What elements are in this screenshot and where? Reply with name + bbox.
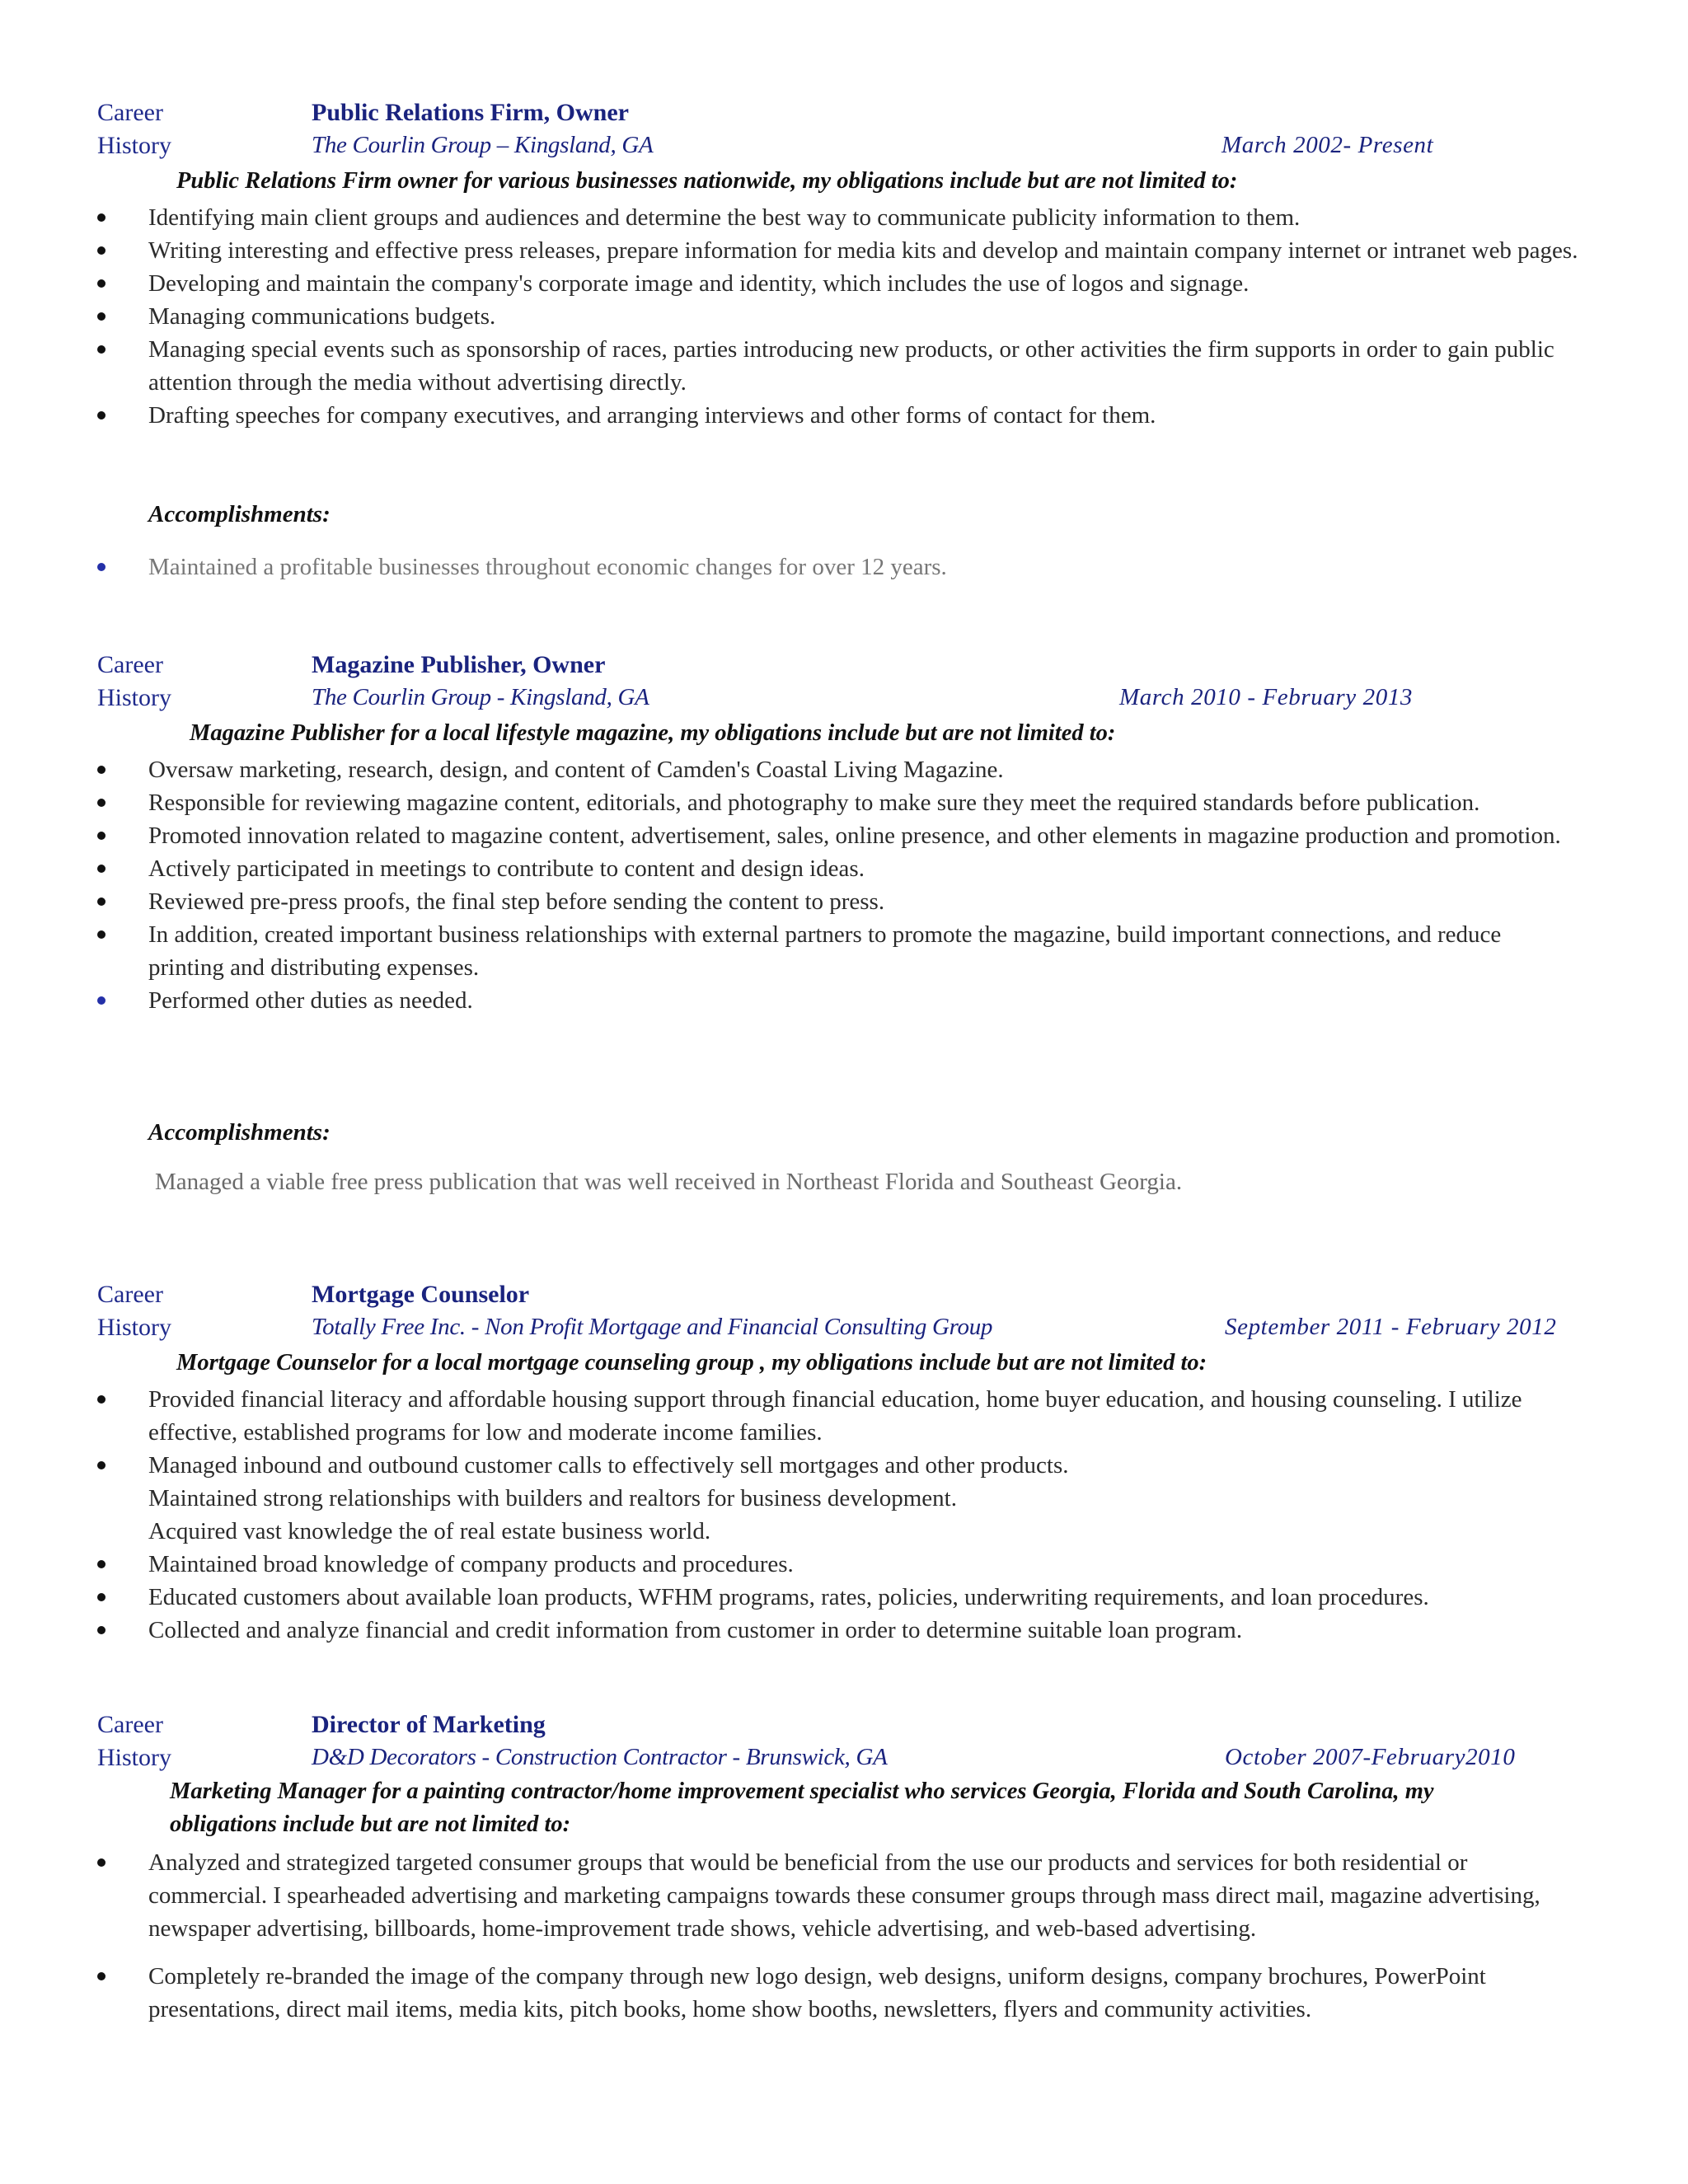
accomplishment-text: Managed a viable free press publication that was well received in Northeast Florida and Southeast Georgia.: [155, 1169, 1183, 1195]
list-item: Oversaw marketing, research, design, and content of Camden's Coastal Living Magazine.: [97, 753, 1581, 786]
bullet-icon: [97, 1395, 106, 1404]
list-item: Completely re-branded the image of the company through new logo design, web designs, uniform designs, company brochures, PowerPoint presentations, direct mail items, media kits, pitch books, home show booths, newsletters, flyers and community activities.: [97, 1960, 1581, 2026]
employment-dates: October 2007-February2010: [1225, 1744, 1516, 1770]
list-item: Developing and maintain the company's corporate image and identity, which includes the use of logos and signage.: [97, 267, 1581, 300]
employment-dates: March 2010 - February 2013: [1119, 684, 1414, 710]
list-item: Actively participated in meetings to contribute to content and design ideas.: [97, 852, 1581, 885]
list-item: Maintained broad knowledge of company products and procedures.: [97, 1548, 1581, 1581]
role-summary: Mortgage Counselor for a local mortgage counseling group , my obligations include but are not limited to:: [176, 1350, 1207, 1376]
bullet-icon: [97, 1560, 106, 1568]
bullet-icon: [97, 345, 106, 354]
job-title: Mortgage Counselor: [312, 1281, 530, 1308]
bullet-icon: [97, 832, 106, 840]
accomplishments-list: [97, 551, 1581, 583]
bullet-icon: [97, 996, 106, 1005]
list-item: Collected and analyze financial and credit information from customer in order to determine suitable loan program.: [97, 1614, 1581, 1647]
history-label: History: [97, 1314, 171, 1341]
list-item: Maintained a profitable businesses throughout economic changes for over 12 years.: [97, 551, 1581, 583]
bullet-icon: [97, 930, 106, 939]
company-name: The Courlin Group – Kingsland, GA: [312, 132, 654, 158]
list-item: Educated customers about available loan products, WFHM programs, rates, policies, underwriting requirements, and loan procedures.: [97, 1581, 1581, 1614]
bullet-icon: [97, 898, 106, 906]
bullet-icon: [97, 1858, 106, 1867]
list-item: Managing special events such as sponsorship of races, parties introducing new products, or other activities the firm supports in order to gain public attention through the media without advertising directly.: [97, 333, 1581, 399]
list-item: Promoted innovation related to magazine content, advertisement, sales, online presence, and other elements in magazine production and promotion.: [97, 819, 1581, 852]
bullet-icon: [97, 213, 106, 222]
career-label: Career: [97, 99, 163, 126]
duties-list: [97, 1383, 1581, 1482]
bullet-icon: [97, 799, 106, 807]
job-title: Director of Marketing: [312, 1711, 546, 1738]
career-label: Career: [97, 1281, 163, 1308]
list-item: Managing communications budgets.: [97, 300, 1581, 333]
list-item: Managed inbound and outbound customer calls to effectively sell mortgages and other products.: [97, 1449, 1581, 1482]
job-title: Magazine Publisher, Owner: [312, 651, 606, 678]
duties-list: [97, 753, 1581, 1017]
accomplishments-heading: Accomplishments:: [148, 501, 331, 527]
list-item: Performed other duties as needed.: [97, 984, 1581, 1017]
bullet-icon: [97, 865, 106, 873]
job-title: Public Relations Firm, Owner: [312, 99, 629, 126]
history-label: History: [97, 132, 171, 159]
role-summary: Marketing Manager for a painting contractor/home improvement specialist who services Georgia, Florida and South Carolina, my obligations include but are not limited to:: [170, 1779, 1434, 1837]
list-item: Provided financial literacy and affordable housing support through financial education, home buyer education, and housing counseling. I utilize effective, established programs for low and moderate income families.: [97, 1383, 1581, 1449]
bullet-icon: [97, 1626, 106, 1634]
employment-dates: September 2011 - February 2012: [1225, 1314, 1557, 1340]
bullet-icon: [97, 766, 106, 774]
duties-list-continued: [97, 1548, 1581, 1647]
history-label: History: [97, 684, 171, 711]
extra-duty-line: Acquired vast knowledge the of real estate business world.: [148, 1518, 711, 1544]
bullet-icon: [97, 1461, 106, 1469]
duties-list: [97, 201, 1581, 432]
list-item: Reviewed pre-press proofs, the final step before sending the content to press.: [97, 885, 1581, 918]
career-label: Career: [97, 651, 163, 678]
list-item: Identifying main client groups and audiences and determine the best way to communicate publicity information to them.: [97, 201, 1581, 234]
company-name: D&D Decorators - Construction Contractor - Brunswick, GA: [312, 1744, 888, 1770]
bullet-icon: [97, 246, 106, 255]
employment-dates: March 2002- Present: [1221, 132, 1434, 158]
list-item: Writing interesting and effective press releases, prepare information for media kits and develop and maintain company internet or intranet web pages.: [97, 234, 1581, 267]
list-item: Analyzed and strategized targeted consumer groups that would be beneficial from the use our products and services for both residential or commercial. I spearheaded advertising and marketing campaigns towards these consumer groups through mass direct mail, magazine advertising, newspaper advertising, billboards, home-improvement trade shows, vehicle advertising, and web-based advertising.: [97, 1846, 1581, 1945]
company-name: The Courlin Group - Kingsland, GA: [312, 684, 649, 710]
bullet-icon: [97, 312, 106, 321]
career-label: Career: [97, 1711, 163, 1738]
bullet-icon: [97, 1593, 106, 1601]
list-item: Responsible for reviewing magazine content, editorials, and photography to make sure they meet the required standards before publication.: [97, 786, 1581, 819]
accomplishments-heading: Accomplishments:: [148, 1119, 331, 1146]
history-label: History: [97, 1744, 171, 1771]
duties-list: [97, 1846, 1581, 2026]
list-item: Drafting speeches for company executives, and arranging interviews and other forms of contact for them.: [97, 399, 1581, 432]
extra-duty-line: Maintained strong relationships with builders and realtors for business development.: [148, 1485, 957, 1511]
bullet-icon: [97, 279, 106, 288]
company-name: Totally Free Inc. - Non Profit Mortgage and Financial Consulting Group: [312, 1314, 993, 1340]
bullet-icon: [97, 563, 106, 571]
role-summary: Public Relations Firm owner for various businesses nationwide, my obligations include but are not limited to:: [176, 168, 1238, 194]
bullet-icon: [97, 411, 106, 419]
list-item: In addition, created important business relationships with external partners to promote the magazine, build important connections, and reduce printing and distributing expenses.: [97, 918, 1581, 984]
bullet-icon: [97, 1972, 106, 1980]
role-summary: Magazine Publisher for a local lifestyle magazine, my obligations include but are not limited to:: [190, 720, 1116, 746]
